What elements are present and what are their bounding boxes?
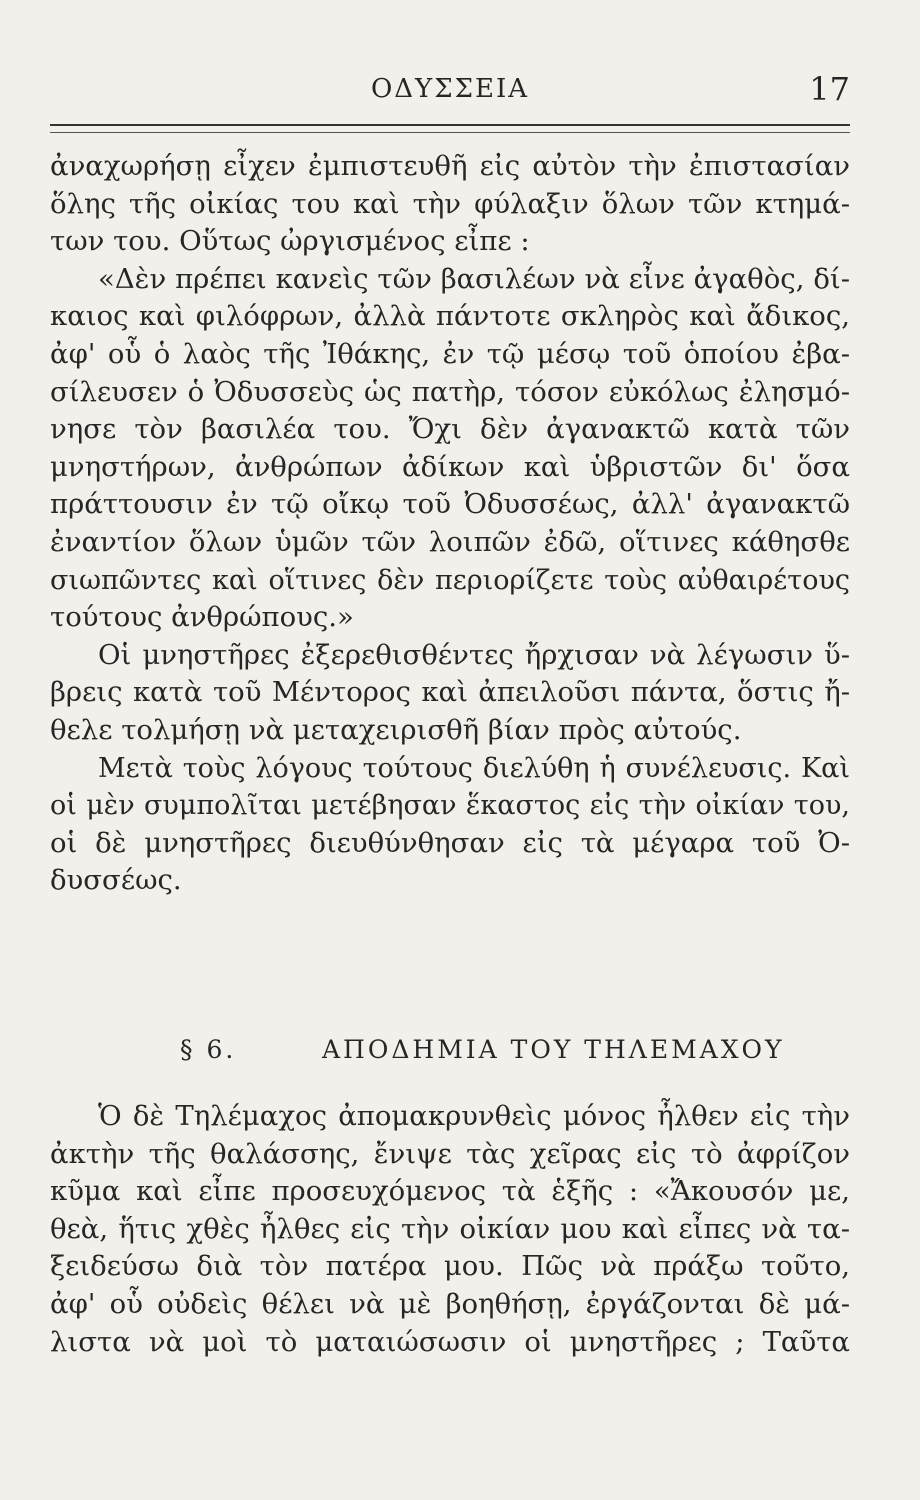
text-line: Οἱ μνηστῆρες ἐξερεθισθέντες ἤρχισαν νὰ λέγωσιν ὕ- [98, 638, 850, 671]
running-title: ΟΔΥΣΣΕΙΑ [370, 74, 530, 104]
text-line: οἱ μὲν συμπολῖται μετέβησαν ἕκαστος εἰς τὴν οἰκίαν του, [50, 790, 850, 822]
text-line: Μετὰ τοὺς λόγους τούτους διελύθη ἡ συνέλευσις. Καὶ [98, 752, 850, 784]
text-line: ξειδεύσω διὰ τὸν πατέρα μου. Πῶς νὰ πράξω τοῦτο, [50, 1250, 850, 1283]
text-line: των του. Οὕτως ὠργισμένος εἶπε : [50, 225, 530, 258]
text-line: ἀφ' οὗ ὁ λαὸς τῆς Ἰθάκης, ἐν τῷ μέσῳ τοῦ ὁποίου ἐβα- [50, 337, 850, 370]
text-line: μνηστήρων, ἀνθρώπων ἀδίκων καὶ ὑβριστῶν δι' ὅσα [50, 450, 850, 483]
text-line: ἀκτὴν τῆς θαλάσσης, ἔνιψε τὰς χεῖρας εἰς τὸ ἀφρίζον [50, 1137, 850, 1170]
page-number: 17 [809, 70, 850, 108]
text-line: δυσσέως. [50, 864, 182, 897]
text-line: ἐναντίον ὅλων ὑμῶν τῶν λοιπῶν ἐδῶ, οἵτινες κάθησθε [50, 525, 850, 558]
text-line: βρεις κατὰ τοῦ Μέντορος καὶ ἀπειλοῦσι πάντα, ὅστις ἤ- [50, 676, 850, 709]
text-line: τούτους ἀνθρώπους.» [50, 601, 354, 634]
text-line: ἀφ' οὗ οὐδεὶς θέλει νὰ μὲ βοηθήσῃ, ἐργάζονται δὲ μά- [50, 1287, 850, 1320]
text-line: νησε τὸν βασιλέα του. Ὄχι δὲν ἀγανακτῶ κατὰ τῶν [50, 413, 850, 446]
text-line: πράττουσιν ἐν τῷ οἴκῳ τοῦ Ὀδυσσέως, ἀλλ' ἀγανακτῶ [50, 488, 850, 521]
text-line: κῦμα καὶ εἶπε προσευχόμενος τὰ ἑξῆς : «Ἄκουσόν με, [50, 1175, 850, 1208]
text-line: θεὰ, ἥτις χθὲς ἦλθες εἰς τὴν οἰκίαν μου καὶ εἶπες νὰ τα- [50, 1212, 850, 1245]
section-heading [50, 1030, 850, 1070]
section-number: § 6. [180, 1035, 237, 1064]
text-line: λιστα νὰ μοὶ τὸ ματαιώσωσιν οἱ μνηστῆρες ; Ταῦτα [50, 1325, 850, 1358]
header-rule [50, 124, 850, 133]
text-line: οἱ δὲ μνηστῆρες διευθύνθησαν εἰς τὰ μέγαρα τοῦ Ὀ- [50, 826, 850, 859]
text-line: σίλευσεν ὁ Ὀδυσσεὺς ὡς πατὴρ, τόσον εὐκόλως ἐλησμό- [50, 375, 850, 408]
section-title: ΑΠΟΔΗΜΙΑ ΤΟΥ ΤΗΛΕΜΑΧΟΥ [322, 1035, 785, 1064]
text-line: ἀναχωρήσῃ εἶχεν ἐμπιστευθῆ εἰς αὐτὸν τὴν ἐπιστασίαν [50, 150, 850, 182]
page-header [50, 70, 850, 114]
text-line: «Δὲν πρέπει κανεὶς τῶν βασιλέων νὰ εἶνε ἀγαθὸς, δί- [98, 262, 850, 295]
text-block-top [50, 148, 850, 900]
text-line: καιος καὶ φιλόφρων, ἀλλὰ πάντοτε σκληρὸς καὶ ἄδικος, [50, 300, 850, 333]
text-block-bottom [50, 1098, 850, 1361]
text-line: Ὁ δὲ Τηλέμαχος ἀπομακρυνθεὶς μόνος ἦλθεν εἰς τὴν [98, 1100, 850, 1132]
text-line: ὅλης τῆς οἰκίας του καὶ τὴν φύλαξιν ὅλων τῶν κτημά- [50, 187, 850, 220]
text-line: σιωπῶντες καὶ οἵτινες δὲν περιορίζετε τοὺς αὐθαιρέτους [50, 564, 850, 596]
text-line: θελε τολμήσῃ νὰ μεταχειρισθῆ βίαν πρὸς αὐτούς. [50, 713, 742, 746]
